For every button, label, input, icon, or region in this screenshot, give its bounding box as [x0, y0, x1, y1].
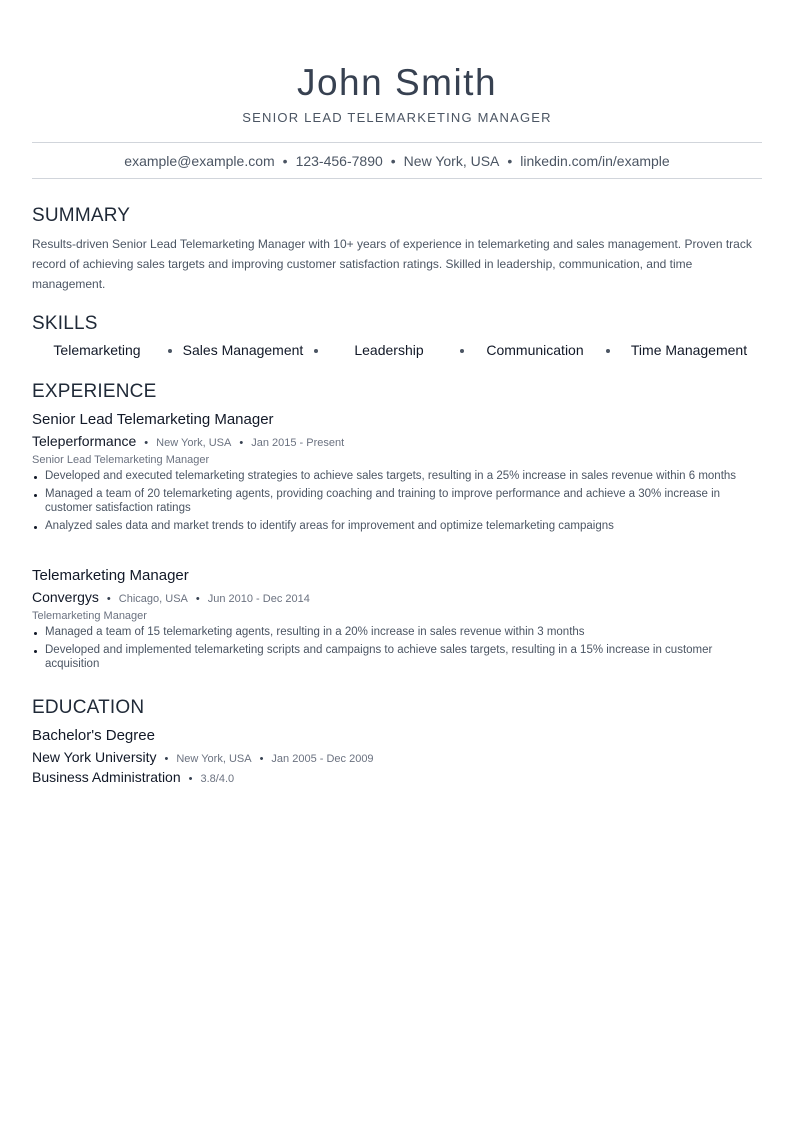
- candidate-title: SENIOR LEAD TELEMARKETING MANAGER: [242, 110, 552, 125]
- education-location: New York, USA: [176, 753, 252, 765]
- meta-separator: •: [144, 437, 149, 449]
- skill-bullet: [314, 349, 318, 353]
- meta-separator: •: [239, 437, 244, 449]
- meta-separator: •: [195, 593, 200, 605]
- skill-item: Telemarketing: [53, 342, 141, 358]
- skills-list: [32, 342, 762, 362]
- meta-separator: •: [106, 593, 111, 605]
- job-bullets: [32, 469, 762, 533]
- job-bullet: Developed and implemented telemarketing scripts and campaigns to achieve sales targets, resulting in a 15% increase in customer acquisition: [32, 643, 762, 671]
- skill-item: Sales Management: [182, 342, 304, 358]
- meta-separator: •: [164, 753, 169, 765]
- job-entry: [32, 565, 762, 675]
- divider-bottom: [32, 178, 762, 179]
- education-degree: Bachelor's Degree: [32, 727, 155, 744]
- education-field: Business Administration: [32, 769, 181, 785]
- contact-separator: •: [507, 153, 513, 169]
- job-title: Senior Lead Telemarketing Manager: [32, 411, 274, 428]
- job-entry: [32, 409, 762, 537]
- summary-text: Results-driven Senior Lead Telemarketing Manager with 10+ years of experience in telemarketing and sales management. Proven track record of achieving sales targets and improving customer satisfaction ratings. Skilled in leadership, communication, and time management.: [32, 237, 752, 291]
- education-entry: [32, 725, 762, 787]
- skill-bullet: [168, 349, 172, 353]
- meta-separator: •: [188, 773, 193, 785]
- job-location: New York, USA: [156, 437, 232, 449]
- education-gpa: 3.8/4.0: [200, 773, 235, 785]
- education-field-line: [32, 767, 762, 787]
- skill-bullet: [460, 349, 464, 353]
- contact-line: [32, 153, 762, 169]
- meta-separator: •: [259, 753, 264, 765]
- job-role: Telemarketing Manager: [32, 610, 147, 622]
- contact-separator: •: [390, 153, 396, 169]
- job-dates: Jun 2010 - Dec 2014: [207, 593, 310, 605]
- job-company: Teleperformance: [32, 433, 137, 449]
- job-title: Telemarketing Manager: [32, 567, 189, 584]
- job-bullet: Managed a team of 20 telemarketing agents, providing coaching and training to improve performance and achieve a 30% increase in customer satisfaction ratings: [32, 487, 762, 515]
- contact-email[interactable]: example@example.com: [124, 153, 275, 169]
- job-bullet: Analyzed sales data and market trends to identify areas for improvement and optimize telemarketing campaigns: [32, 519, 762, 533]
- job-bullets: [32, 625, 762, 671]
- contact-location: New York, USA: [403, 153, 500, 169]
- section-heading-skills: SKILLS: [32, 313, 98, 334]
- job-location: Chicago, USA: [118, 593, 188, 605]
- job-bullet: Developed and executed telemarketing strategies to achieve sales targets, resulting in a 25% increase in sales revenue within 6 months: [32, 469, 762, 483]
- education-school: New York University: [32, 749, 157, 765]
- contact-separator: •: [282, 153, 288, 169]
- candidate-name: John Smith: [296, 62, 498, 103]
- education-meta: [32, 747, 762, 767]
- job-role: Senior Lead Telemarketing Manager: [32, 454, 210, 466]
- skill-bullet: [606, 349, 610, 353]
- section-heading-summary: SUMMARY: [32, 205, 131, 226]
- skill-item: Communication: [486, 342, 584, 358]
- job-meta: [32, 587, 762, 607]
- contact-linkedin[interactable]: linkedin.com/in/example: [520, 153, 670, 169]
- skill-item: Time Management: [630, 342, 748, 358]
- job-company: Convergys: [32, 589, 99, 605]
- contact-phone[interactable]: 123-456-7890: [295, 153, 383, 169]
- section-heading-education: EDUCATION: [32, 697, 145, 718]
- job-dates: Jan 2015 - Present: [251, 437, 345, 449]
- divider-top: [32, 142, 762, 143]
- section-heading-experience: EXPERIENCE: [32, 381, 157, 402]
- skill-item: Leadership: [354, 342, 424, 358]
- job-bullet: Managed a team of 15 telemarketing agents, resulting in a 20% increase in sales revenue within 3 months: [32, 625, 762, 639]
- job-meta: [32, 431, 762, 451]
- education-dates: Jan 2005 - Dec 2009: [271, 753, 374, 765]
